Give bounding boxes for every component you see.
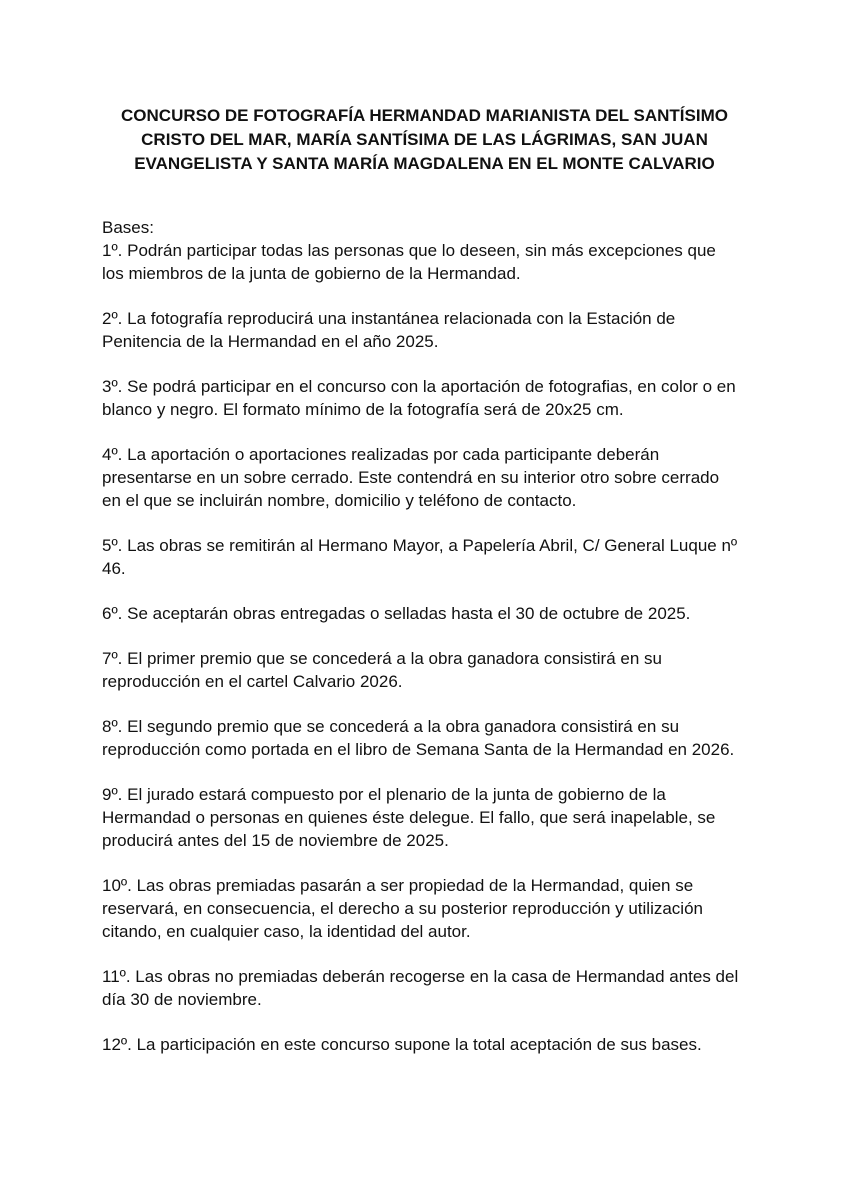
rule-5 <box>102 534 762 580</box>
rule-9 <box>102 783 762 852</box>
title-line: CRISTO DEL MAR, MARÍA SANTÍSIMA DE LAS LÁGRIMAS, SAN JUAN <box>141 130 708 149</box>
rule-line: reservará, en consecuencia, el derecho a su posterior reproducción y utilización <box>102 899 703 918</box>
rule-line: 7º. El primer premio que se concederá a la obra ganadora consistirá en su <box>102 649 662 668</box>
rule-line: día 30 de noviembre. <box>102 990 262 1009</box>
rule-line: 46. <box>102 559 126 578</box>
rule-line: presentarse en un sobre cerrado. Este contendrá en su interior otro sobre cerrado <box>102 468 720 487</box>
rule-10 <box>102 874 762 943</box>
rule-1 <box>102 239 762 285</box>
rule-3 <box>102 375 762 421</box>
bases-label: Bases: <box>102 218 154 237</box>
rule-line: blanco y negro. El formato mínimo de la fotografía será de 20x25 cm. <box>102 400 624 419</box>
rule-line: 2º. La fotografía reproducirá una instantánea relacionada con la Estación de <box>102 309 676 328</box>
rule-line: reproducción como portada en el libro de Semana Santa de la Hermandad en 2026. <box>102 740 735 759</box>
title-line: EVANGELISTA Y SANTA MARÍA MAGDALENA EN EL MONTE CALVARIO <box>134 154 715 173</box>
rule-line: 12º. La participación en este concurso supone la total aceptación de sus bases. <box>102 1035 702 1054</box>
rule-line: 5º. Las obras se remitirán al Hermano Mayor, a Papelería Abril, C/ General Luque nº <box>102 536 738 555</box>
rule-line: en el que se incluirán nombre, domicilio y teléfono de contacto. <box>102 491 577 510</box>
rule-line: los miembros de la junta de gobierno de la Hermandad. <box>102 264 521 283</box>
rule-line: 6º. Se aceptarán obras entregadas o selladas hasta el 30 de octubre de 2025. <box>102 604 691 623</box>
rule-line: 8º. El segundo premio que se concederá a la obra ganadora consistirá en su <box>102 717 680 736</box>
rule-line: Hermandad o personas en quienes éste delegue. El fallo, que será inapelable, se <box>102 808 716 827</box>
rule-2 <box>102 307 762 353</box>
rule-4 <box>102 443 762 512</box>
rule-line: 9º. El jurado estará compuesto por el plenario de la junta de gobierno de la <box>102 785 666 804</box>
title-line: CONCURSO DE FOTOGRAFÍA HERMANDAD MARIANISTA DEL SANTÍSIMO <box>121 106 728 125</box>
rule-line: 1º. Podrán participar todas las personas que lo deseen, sin más excepciones que <box>102 241 716 260</box>
rule-line: citando, en cualquier caso, la identidad del autor. <box>102 922 471 941</box>
rule-7 <box>102 647 762 693</box>
rule-line: 11º. Las obras no premiadas deberán recogerse en la casa de Hermandad antes del <box>102 967 739 986</box>
rule-6 <box>102 602 762 625</box>
document-title <box>95 104 754 176</box>
rule-line: 3º. Se podrá participar en el concurso con la aportación de fotografias, en color o en <box>102 377 736 396</box>
rule-line: 10º. Las obras premiadas pasarán a ser propiedad de la Hermandad, quien se <box>102 876 694 895</box>
rule-line: reproducción en el cartel Calvario 2026. <box>102 672 403 691</box>
rule-8 <box>102 715 762 761</box>
rule-line: 4º. La aportación o aportaciones realizadas por cada participante deberán <box>102 445 660 464</box>
rule-line: Penitencia de la Hermandad en el año 2025. <box>102 332 439 351</box>
rule-12 <box>102 1033 762 1056</box>
rule-line: producirá antes del 15 de noviembre de 2025. <box>102 831 449 850</box>
rule-11 <box>102 965 762 1011</box>
document-body <box>102 216 762 1078</box>
